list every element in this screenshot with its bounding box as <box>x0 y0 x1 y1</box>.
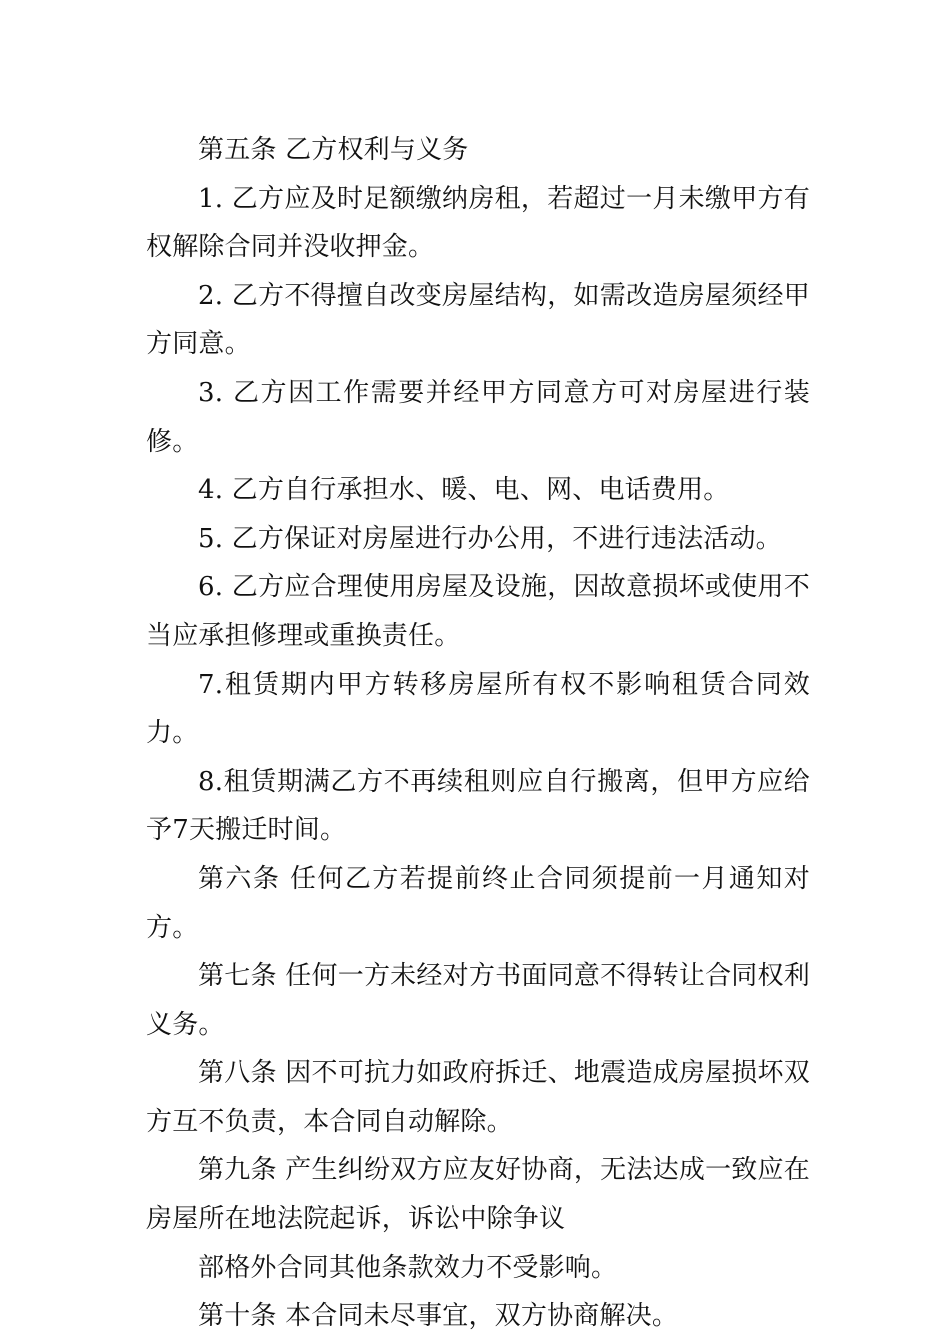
article-5-clause-8: 8.租赁期满乙方不再续租则应自行搬离，但甲方应给予7天搬迁时间。 <box>146 766 810 846</box>
article-9: 第九条 产生纠纷双方应友好协商，无法达成一致应在房屋所在地法院起诉，诉讼中除争议 <box>146 1155 810 1235</box>
article-5-clause-2: 2. 乙方不得擅自改变房屋结构，如需改造房屋须经甲方同意。 <box>146 280 810 360</box>
article-5-clause-1: 1. 乙方应及时足额缴纳房租，若超过一月未缴甲方有权解除合同并没收押金。 <box>146 183 810 263</box>
article-6: 第六条 任何乙方若提前终止合同须提前一月通知对方。 <box>146 863 810 943</box>
article-10: 第十条 本合同未尽事宜，双方协商解决。 <box>198 1301 679 1332</box>
contract-text-body <box>146 126 810 1341</box>
article-5-clause-6: 6. 乙方应合理使用房屋及设施，因故意损坏或使用不当应承担修理或重换责任。 <box>146 572 810 651</box>
article-5-clause-5: 5. 乙方保证对房屋进行办公用，不进行违法活动。 <box>198 523 782 554</box>
article-5-clause-7: 7.租赁期内甲方转移房屋所有权不影响租赁合同效力。 <box>146 669 810 749</box>
article-5-heading: 第五条 乙方权利与义务 <box>198 135 469 165</box>
article-7: 第七条 任何一方未经对方书面同意不得转让合同权利义务。 <box>146 961 810 1040</box>
article-5-clause-4: 4. 乙方自行承担水、暖、电、网、电话费用。 <box>198 475 730 506</box>
article-8: 第八条 因不可抗力如政府拆迁、地震造成房屋损坏双方互不负责，本合同自动解除。 <box>146 1058 810 1137</box>
article-9-continuation: 部格外合同其他条款效力不受影响。 <box>198 1252 618 1283</box>
article-5-clause-3: 3. 乙方因工作需要并经甲方同意方可对房屋进行装修。 <box>146 377 810 457</box>
